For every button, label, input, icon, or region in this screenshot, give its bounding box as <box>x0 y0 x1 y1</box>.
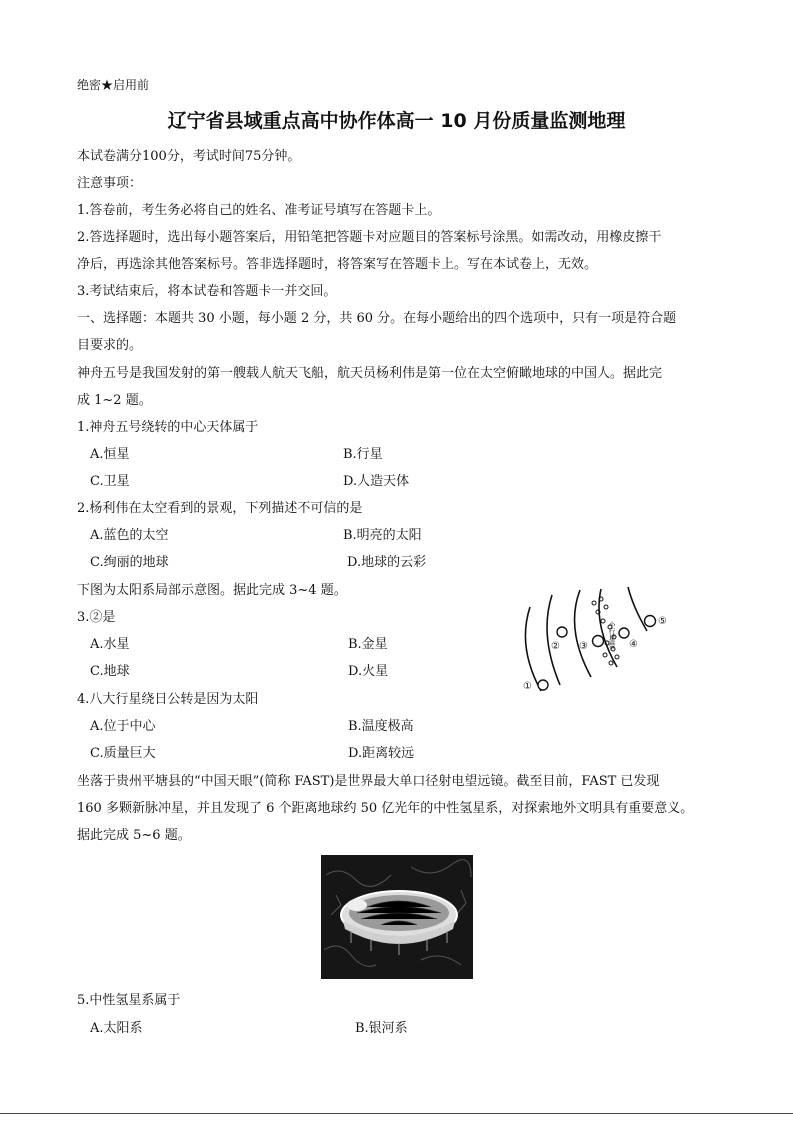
section-heading: 一、选择题：本题共 30 小题，每小题 2 分，共 60 分。在每小题给出的四个选项中，只有一项是符合题 <box>77 311 677 326</box>
q1-option-a: A.恒星 <box>90 447 130 462</box>
question-5-stem: 5.中性氢星系属于 <box>77 993 181 1008</box>
planet-label-4: ④ <box>629 639 638 650</box>
page-bottom-divider <box>0 1113 793 1114</box>
planet-label-3: ③ <box>579 641 588 652</box>
q3-option-d: D.火星 <box>348 664 389 679</box>
q2-option-c: C.绚丽的地球 <box>90 555 169 570</box>
score-time-text: 本试卷满分100分，考试时间75分钟。 <box>77 149 301 164</box>
q4-option-d: D.距离较远 <box>348 746 415 761</box>
planet-label-1: ① <box>523 681 532 692</box>
q3-option-c: C.地球 <box>90 664 130 679</box>
notice-heading: 注意事项： <box>77 176 143 191</box>
q2-option-d: D.地球的云彩 <box>347 555 427 570</box>
planet-label-2: ② <box>551 641 560 652</box>
question-4-stem: 4.八大行星绕日公转是因为太阳 <box>77 692 259 707</box>
notice-item-2: 2.答选择题时，选出每小题答案后，用铅笔把答题卡对应题目的答案标号涂黑。如需改动，用橡皮擦干 <box>77 230 662 245</box>
question-2-stem: 2.杨利伟在太空看到的景观，下列描述不可信的是 <box>77 501 363 516</box>
question-3-stem: 3.②是 <box>77 610 116 625</box>
q1-option-d: D.人造天体 <box>343 474 410 489</box>
q4-option-b: B.温度极高 <box>348 719 414 734</box>
q5-option-b: B.银河系 <box>355 1021 408 1036</box>
q2-option-a: A.蓝色的太空 <box>90 528 169 543</box>
fast-telescope-photo <box>321 855 473 979</box>
q4-option-c: C.质量巨大 <box>90 746 156 761</box>
passage-1: 神舟五号是我国发射的第一艘载人航天飞船，航天员杨利伟是第一位在太空俯瞰地球的中国人。据此完 <box>77 366 663 381</box>
q2-option-b: B.明亮的太阳 <box>343 528 422 543</box>
q5-option-a: A.太阳系 <box>90 1021 143 1036</box>
q3-option-b: B.金星 <box>348 637 388 652</box>
notice-item-3: 3.考试结束后，将本试卷和答题卡一并交回。 <box>77 284 337 299</box>
passage-3-cont-2: 据此完成 5~6 题。 <box>77 828 191 843</box>
notice-item-2-cont: 净后，再选涂其他答案标号。答非选择题时，将答案写在答题卡上。写在本试卷上，无效。 <box>77 257 598 272</box>
secret-label: 绝密★启用前 <box>77 78 150 92</box>
section-heading-cont: 目要求的。 <box>77 338 143 353</box>
q1-option-b: B.行星 <box>343 447 383 462</box>
passage-1-cont: 成 1~2 题。 <box>77 393 152 408</box>
passage-2: 下图为太阳系局部示意图。据此完成 3~4 题。 <box>77 583 347 598</box>
q3-option-a: A.水星 <box>90 637 130 652</box>
question-1-stem: 1.神舟五号绕转的中心天体属于 <box>77 420 259 435</box>
solar-system-figure <box>515 585 685 700</box>
planet-label-5: ⑤ <box>658 616 667 627</box>
asteroid-belt-label: 小行星带 <box>608 621 616 649</box>
passage-3: 坐落于贵州平塘县的“中国天眼”(简称 FAST)是世界最大单口径射电望远镜。截至目前，FAST 已发现 <box>77 774 660 789</box>
q4-option-a: A.位于中心 <box>90 719 156 734</box>
page-title: 辽宁省县域重点高中协作体高一 10 月份质量监测地理 <box>167 110 626 132</box>
notice-item-1: 1.答卷前，考生务必将自己的姓名、准考证号填写在答题卡上。 <box>77 203 441 218</box>
q1-option-c: C.卫星 <box>90 474 130 489</box>
passage-3-cont: 160 多颗新脉冲星，并且发现了 6 个距离地球约 50 亿光年的中性氢星系，对探索地外文明具有重要意义。 <box>77 801 694 816</box>
